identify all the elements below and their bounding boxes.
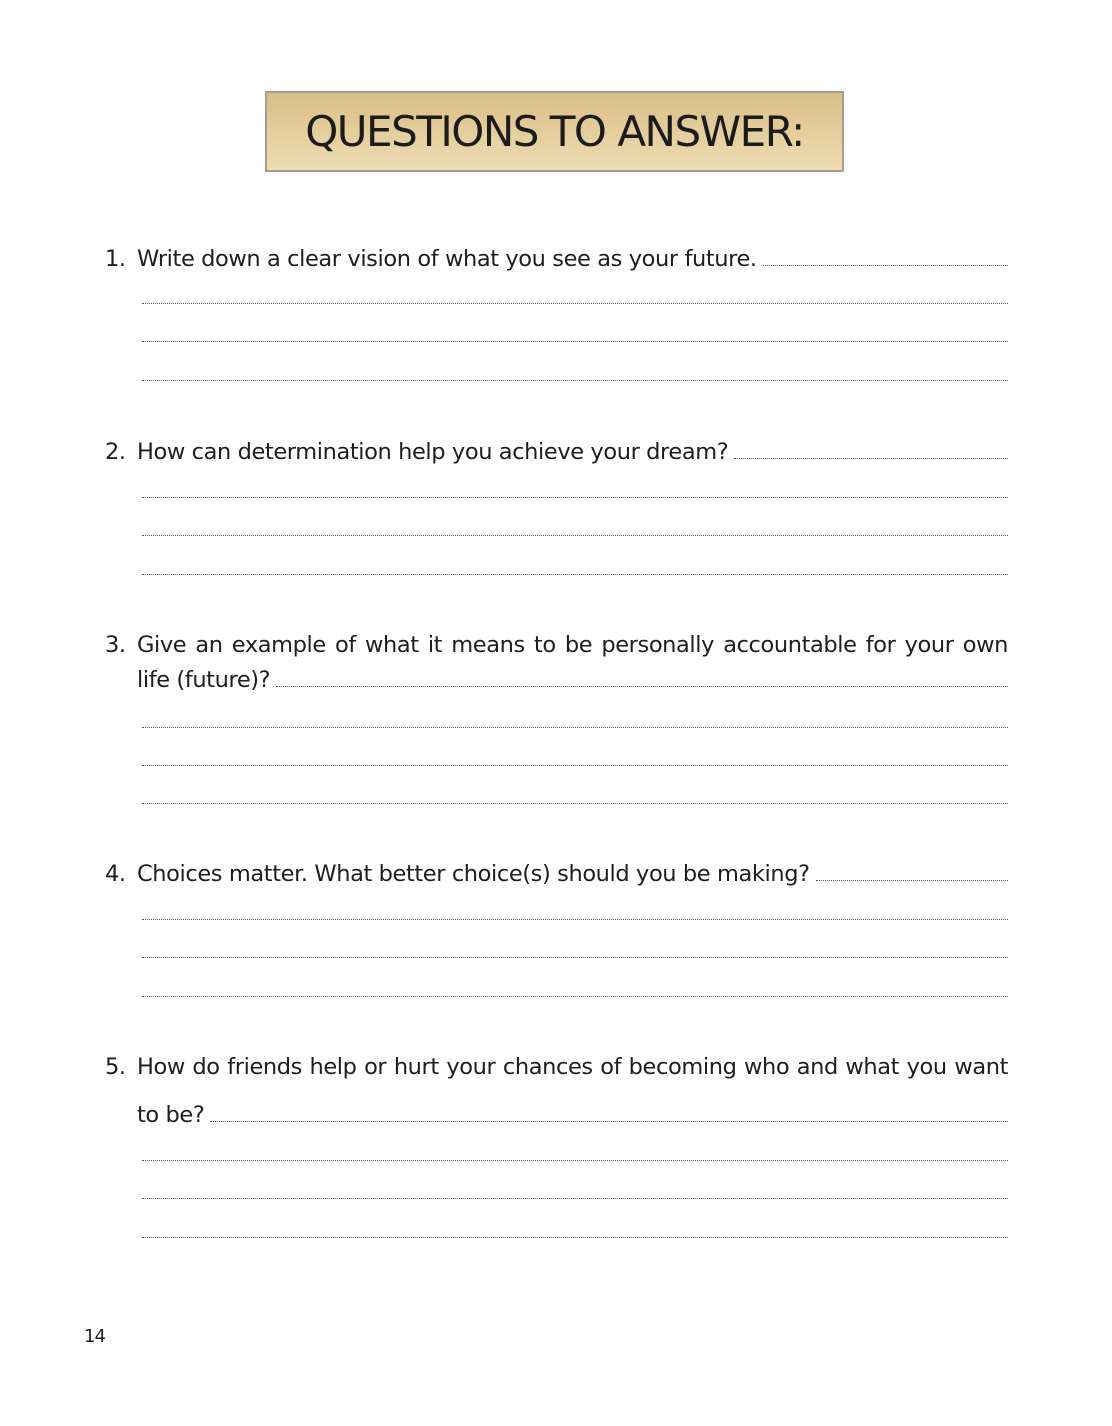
answer-field[interactable] [816, 879, 1008, 881]
question-5 [105, 1052, 1008, 1082]
question-number: 5. [105, 1054, 126, 1080]
answer-line[interactable] [142, 1198, 1008, 1199]
answer-line[interactable] [142, 1237, 1008, 1238]
answer-line[interactable] [142, 497, 1008, 498]
answer-line[interactable] [142, 765, 1008, 766]
question-4 [105, 859, 1008, 889]
question-5-continued [137, 1100, 1008, 1130]
question-number: 2. [105, 439, 126, 465]
page-title: QUESTIONS TO ANSWER: [305, 107, 804, 156]
answer-line[interactable] [142, 803, 1008, 804]
answer-line[interactable] [142, 574, 1008, 575]
question-text: How do friends help or hurt your chances of becoming who and what you want [137, 1054, 1008, 1080]
answer-line[interactable] [142, 1160, 1008, 1161]
question-text: Write down a clear vision of what you see as your future. [137, 246, 757, 272]
question-text: to be? [137, 1102, 205, 1128]
answer-field[interactable] [763, 264, 1008, 266]
question-2 [105, 437, 1008, 467]
answer-line[interactable] [142, 341, 1008, 342]
question-text: Give an example of what it means to be personally accountable for your own [137, 632, 1008, 658]
question-3-continued [137, 665, 1008, 695]
answer-line[interactable] [142, 380, 1008, 381]
answer-line[interactable] [142, 996, 1008, 997]
answer-line[interactable] [142, 303, 1008, 304]
answer-field[interactable] [210, 1120, 1008, 1122]
question-text: How can determination help you achieve your dream? [137, 439, 729, 465]
answer-field[interactable] [734, 457, 1008, 459]
question-3 [105, 630, 1008, 660]
question-number: 3. [105, 632, 126, 658]
question-text: life (future)? [137, 667, 271, 693]
answer-line[interactable] [142, 727, 1008, 728]
question-text: Choices matter. What better choice(s) should you be making? [137, 861, 810, 887]
question-number: 4. [105, 861, 126, 887]
answer-line[interactable] [142, 919, 1008, 920]
answer-line[interactable] [142, 957, 1008, 958]
question-1 [105, 244, 1008, 274]
question-number: 1. [105, 246, 126, 272]
title-banner [265, 91, 844, 172]
answer-field[interactable] [276, 685, 1008, 687]
page-number: 14 [84, 1326, 105, 1347]
answer-line[interactable] [142, 535, 1008, 536]
